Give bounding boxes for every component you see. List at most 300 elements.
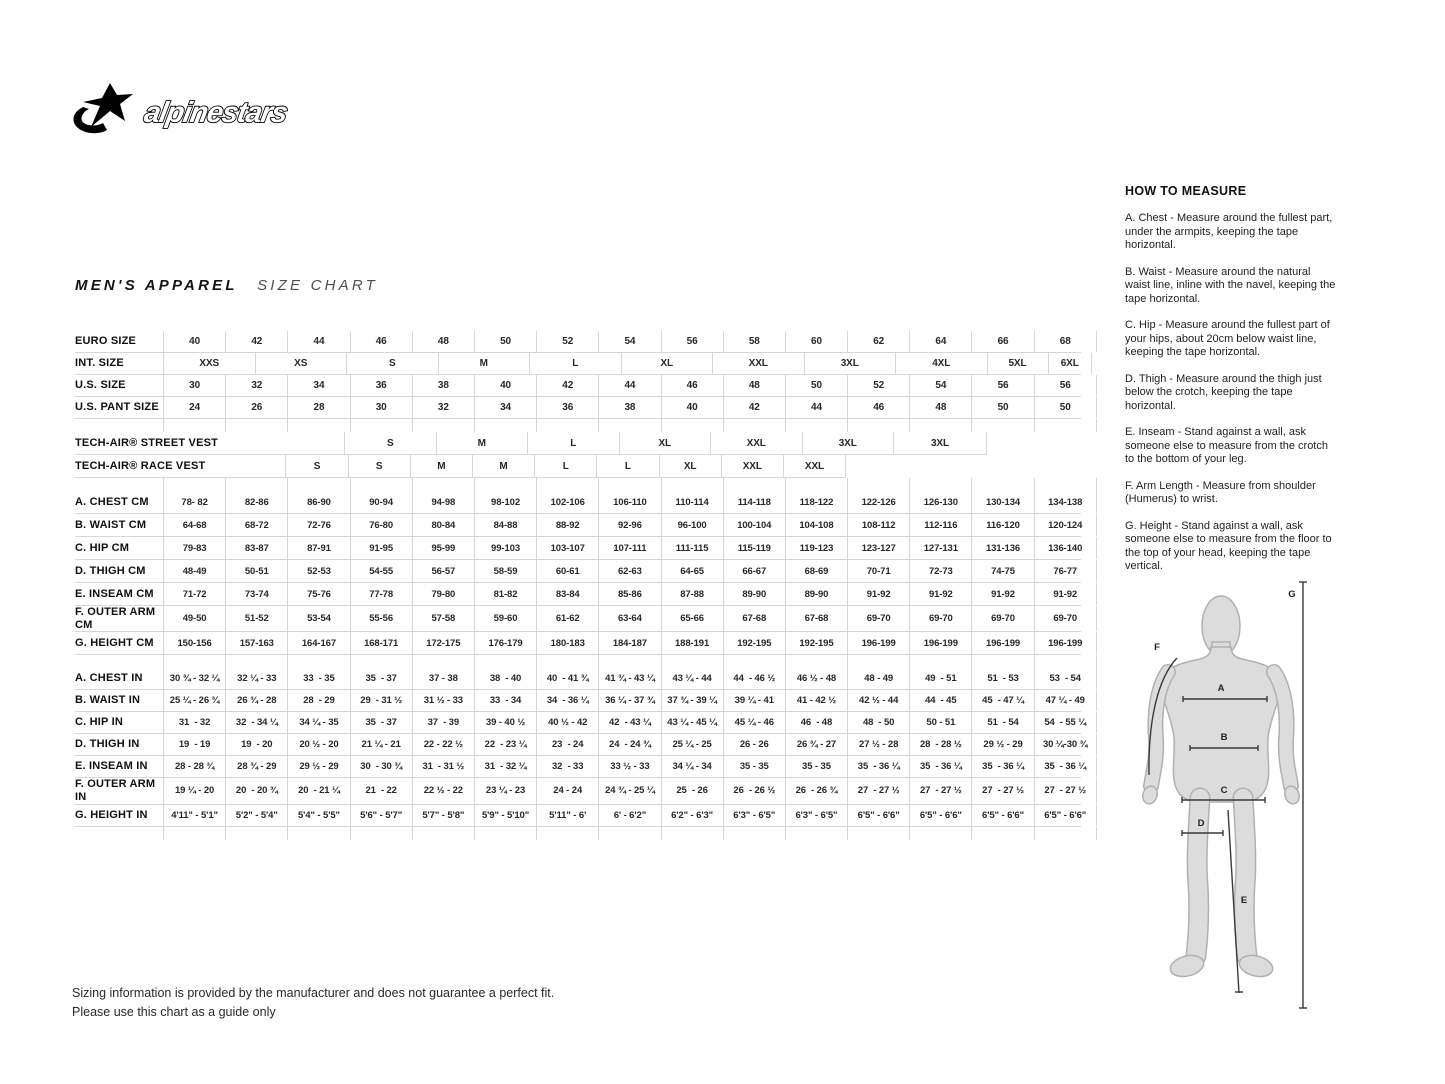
size-cell: 157-163 — [225, 632, 287, 654]
row-label: D. THIGH IN — [75, 738, 140, 751]
size-cell: S — [348, 455, 410, 477]
size-cell: 176-179 — [474, 632, 536, 654]
page-title-secondary: SIZE CHART — [257, 277, 378, 294]
size-cell — [971, 655, 1033, 668]
table-row — [75, 353, 1081, 375]
size-cell: 6' - 6'2" — [598, 805, 660, 826]
measure-instruction-waist: B. Waist - Measure around the natural waist line, inline with the navel, keeping the tape horizontal. — [1125, 265, 1336, 305]
size-cell: 196-199 — [847, 632, 909, 654]
size-table — [75, 331, 1088, 840]
size-cell — [474, 827, 536, 840]
size-cell: 112-116 — [909, 514, 971, 536]
table-row — [75, 606, 1081, 632]
size-cell: 38 — [412, 375, 474, 396]
measure-instruction-chest: A. Chest - Measure around the fullest part, under the armpits, keeping the tape horizontal. — [1125, 212, 1333, 251]
size-cell: 123-127 — [847, 537, 909, 559]
row-label — [75, 827, 163, 840]
size-cell: 22 - 23 ¼ — [474, 734, 536, 755]
page-title-primary: MEN'S APPAREL — [75, 277, 238, 294]
size-cell: 5'2" - 5'4" — [225, 805, 287, 826]
figure-label-chest: A — [1217, 683, 1225, 694]
measure-instruction-inseam: E. Inseam - Stand against a wall, ask someone else to measure from the crotch to the bottom of your leg. — [1125, 426, 1328, 465]
size-cell: 72-73 — [909, 560, 971, 582]
size-cell: L — [527, 432, 619, 454]
size-cell: XXL — [721, 455, 783, 477]
table-row — [75, 778, 1087, 804]
size-cell — [412, 827, 474, 840]
size-cell — [412, 419, 474, 432]
row-label: INT. SIZE — [75, 357, 124, 370]
size-cell: M — [472, 455, 534, 477]
size-cell: 3XL — [802, 432, 894, 454]
size-cell: 26 - 26 ½ — [723, 778, 785, 803]
table-spacer-row — [75, 478, 1081, 491]
size-cell — [1034, 478, 1097, 491]
size-cell — [598, 655, 660, 668]
size-cell — [723, 827, 785, 840]
size-cell: 91-92 — [971, 583, 1033, 605]
size-cell: 131-136 — [971, 537, 1033, 559]
size-cell: 20 - 20 ¾ — [225, 778, 287, 803]
size-cell: 33 ½ - 33 — [598, 756, 660, 777]
size-cell: 48 — [909, 397, 971, 418]
size-cell: 110-114 — [661, 491, 723, 513]
size-cell: 66-67 — [723, 560, 785, 582]
size-cell: 5'11" - 6' — [536, 805, 598, 826]
size-cell: 5'6" - 5'7" — [350, 805, 412, 826]
size-cell: 61-62 — [536, 606, 598, 631]
size-cell: M — [436, 432, 528, 454]
size-cell — [225, 478, 287, 491]
size-cell: 50 — [474, 331, 536, 352]
size-cell: 27 - 27 ½ — [847, 778, 909, 803]
size-cell: 5'9" - 5'10" — [474, 805, 536, 826]
size-cell: 77-78 — [350, 583, 412, 605]
size-cell: 35 - 36 ¼ — [1034, 756, 1097, 777]
size-cell: 29 - 31 ½ — [350, 690, 412, 711]
size-cell — [163, 655, 225, 668]
size-cell: 107-111 — [598, 537, 660, 559]
size-cell: 26 - 26 — [723, 734, 785, 755]
size-cell: 50 — [785, 375, 847, 396]
row-label: B. WAIST CM — [75, 518, 147, 531]
size-cell: 63-64 — [598, 606, 660, 631]
size-cell: 6'5" - 6'6" — [847, 805, 909, 826]
size-cell: 65-66 — [661, 606, 723, 631]
size-cell: 62-63 — [598, 560, 660, 582]
size-cell — [785, 655, 847, 668]
size-cell: 90-94 — [350, 491, 412, 513]
size-cell: 25 ¼ - 26 ¾ — [163, 690, 225, 711]
size-cell: 78- 82 — [163, 491, 225, 513]
size-cell: 46 ½ - 48 — [785, 668, 847, 689]
size-cell: 116-120 — [971, 514, 1033, 536]
size-cell: 71-72 — [163, 583, 225, 605]
size-cell: 37 - 38 — [412, 668, 474, 689]
size-cell: 76-77 — [1034, 560, 1097, 582]
size-cell — [536, 655, 598, 668]
size-cell: 6'5" - 6'6" — [909, 805, 971, 826]
table-row — [75, 455, 1081, 478]
size-cell: 180-183 — [536, 632, 598, 654]
size-cell: 111-115 — [661, 537, 723, 559]
how-to-measure-heading: HOW TO MEASURE — [1125, 184, 1247, 198]
size-cell: 25 - 26 — [661, 778, 723, 803]
size-cell: 54 - 55 ¼ — [1034, 712, 1097, 733]
table-row — [75, 491, 1081, 514]
size-cell: 5XL — [987, 353, 1048, 374]
size-cell: 85-86 — [598, 583, 660, 605]
size-cell: 122-126 — [847, 491, 909, 513]
size-cell: 35 - 35 — [785, 756, 847, 777]
row-label: U.S. PANT SIZE — [75, 401, 159, 414]
size-cell: 37 - 39 — [412, 712, 474, 733]
alpinestars-logo-icon — [72, 82, 324, 140]
size-cell: 52 — [536, 331, 598, 352]
row-label: C. HIP IN — [75, 716, 124, 729]
size-cell — [163, 419, 225, 432]
size-cell: 34 — [474, 397, 536, 418]
disclaimer — [72, 984, 554, 1022]
size-cell: 108-112 — [847, 514, 909, 536]
size-cell: 56 — [971, 375, 1033, 396]
size-cell: 168-171 — [350, 632, 412, 654]
size-cell: 44 — [598, 375, 660, 396]
disclaimer-line-2: Please use this chart as a guide only — [72, 1005, 276, 1019]
size-cell: 84-88 — [474, 514, 536, 536]
size-cell: XL — [659, 455, 721, 477]
size-cell: 46 - 48 — [785, 712, 847, 733]
row-label: E. INSEAM CM — [75, 587, 154, 600]
size-cell: 32 — [225, 375, 287, 396]
row-label: F. OUTER ARM CM — [75, 606, 156, 631]
size-cell: 4XL — [895, 353, 987, 374]
table-row — [75, 712, 1087, 734]
size-cell — [163, 827, 225, 840]
size-cell: 56 — [1034, 375, 1097, 396]
row-label: U.S. SIZE — [75, 379, 126, 392]
row-label — [75, 655, 163, 668]
size-cell: 69-70 — [847, 606, 909, 631]
size-cell: 55-56 — [350, 606, 412, 631]
size-cell: 19 - 19 — [163, 734, 225, 755]
figure-label-arm: F — [1154, 642, 1160, 653]
size-cell: 134-138 — [1034, 491, 1097, 513]
size-cell: 82-86 — [225, 491, 287, 513]
size-cell: 23 ¼ - 23 — [474, 778, 536, 803]
size-cell — [474, 655, 536, 668]
row-label: E. INSEAM IN — [75, 760, 148, 773]
table-row — [75, 397, 1081, 419]
size-cell: 20 ½ - 20 — [287, 734, 349, 755]
size-cell: 54-55 — [350, 560, 412, 582]
size-cell: 68-72 — [225, 514, 287, 536]
size-cell: 26 - 26 ¾ — [785, 778, 847, 803]
size-cell — [287, 655, 349, 668]
size-cell: 32 ¼ - 33 — [225, 668, 287, 689]
size-cell: 34 - 36 ¼ — [536, 690, 598, 711]
size-cell: 32 — [412, 397, 474, 418]
size-cell — [350, 478, 412, 491]
size-cell — [785, 827, 847, 840]
size-cell: 6'3" - 6'5" — [723, 805, 785, 826]
size-cell: 59-60 — [474, 606, 536, 631]
size-cell: 44 - 45 — [909, 690, 971, 711]
size-cell: 88-92 — [536, 514, 598, 536]
table-row — [75, 734, 1088, 756]
size-cell: XL — [621, 353, 713, 374]
size-cell: 43 ¼ - 45 ¼ — [661, 712, 723, 733]
size-cell: 45 ¼ - 46 — [723, 712, 785, 733]
size-cell: 23 - 24 — [536, 734, 598, 755]
size-cell: 22 ½ - 22 — [412, 778, 474, 803]
size-cell: 6'2" - 6'3" — [661, 805, 723, 826]
measure-instruction-thigh: D. Thigh - Measure around the thigh just below the crotch, keeping the tape horizontal. — [1125, 372, 1322, 412]
size-cell: 196-199 — [971, 632, 1033, 654]
size-cell: 42 - 43 ¼ — [598, 712, 660, 733]
size-cell: 5'4" - 5'5" — [287, 805, 349, 826]
table-spacer-row — [75, 655, 1081, 668]
size-cell: 87-88 — [661, 583, 723, 605]
size-cell — [287, 419, 349, 432]
size-cell: 54 — [598, 331, 660, 352]
size-cell: 48 — [723, 375, 785, 396]
size-cell: 120-124 — [1034, 514, 1097, 536]
size-cell — [225, 655, 287, 668]
size-cell: 28 ¾ - 29 — [225, 756, 287, 777]
size-cell: 114-118 — [723, 491, 785, 513]
row-label: TECH-AIR® STREET VEST — [75, 436, 219, 449]
row-label: C. HIP CM — [75, 541, 130, 554]
size-cell: 53 - 54 — [1034, 668, 1097, 689]
row-label: G. HEIGHT CM — [75, 636, 154, 649]
size-cell: 57-58 — [412, 606, 474, 631]
table-row — [75, 756, 1087, 778]
size-cell: 81-82 — [474, 583, 536, 605]
size-cell — [474, 478, 536, 491]
size-cell: 184-187 — [598, 632, 660, 654]
row-label: A. CHEST CM — [75, 495, 149, 508]
size-cell: M — [438, 353, 530, 374]
size-cell: 102-106 — [536, 491, 598, 513]
size-cell: 29 ½ - 29 — [287, 756, 349, 777]
size-cell — [598, 419, 660, 432]
size-cell: 49 - 51 — [909, 668, 971, 689]
measure-instruction-arm: F. Arm Length - Measure from shoulder (Humerus) to wrist. — [1125, 479, 1316, 505]
size-cell: 48 — [412, 331, 474, 352]
size-cell: 91-92 — [1034, 583, 1097, 605]
alpinestars-logo — [72, 82, 324, 145]
size-cell — [1034, 419, 1097, 432]
size-cell — [723, 655, 785, 668]
size-cell: 64-68 — [163, 514, 225, 536]
size-cell: 30 — [163, 375, 225, 396]
size-cell: 87-91 — [287, 537, 349, 559]
size-cell — [971, 478, 1033, 491]
row-label: B. WAIST IN — [75, 694, 141, 707]
size-cell: 98-102 — [474, 491, 536, 513]
table-spacer-row — [75, 419, 1081, 432]
table-row — [75, 432, 1081, 455]
size-cell: 53-54 — [287, 606, 349, 631]
size-cell: 92-96 — [598, 514, 660, 536]
size-cell: 42 — [536, 375, 598, 396]
size-cell: 34 ¼ - 34 — [661, 756, 723, 777]
measurement-figure — [1140, 570, 1440, 1025]
size-cell: 80-84 — [412, 514, 474, 536]
size-cell: 94-98 — [412, 491, 474, 513]
size-cell: 100-104 — [723, 514, 785, 536]
size-cell: XXS — [163, 353, 255, 374]
size-cell: 45 - 47 ¼ — [971, 690, 1033, 711]
size-cell: 192-195 — [723, 632, 785, 654]
figure-label-inseam: E — [1240, 895, 1248, 906]
size-cell: 43 ¼ - 44 — [661, 668, 723, 689]
row-label: A. CHEST IN — [75, 672, 143, 685]
size-cell: 51-52 — [225, 606, 287, 631]
size-cell: S — [344, 432, 436, 454]
size-cell: 74-75 — [971, 560, 1033, 582]
size-cell: 91-95 — [350, 537, 412, 559]
size-cell: 28 - 29 — [287, 690, 349, 711]
size-cell: 44 — [287, 331, 349, 352]
size-cell: 24 - 24 — [536, 778, 598, 803]
size-cell: 50-51 — [225, 560, 287, 582]
size-cell: 27 - 27 ½ — [1034, 778, 1097, 803]
size-cell: 60 — [785, 331, 847, 352]
size-cell — [723, 478, 785, 491]
size-cell: 72-76 — [287, 514, 349, 536]
how-to-measure-section — [1125, 184, 1338, 587]
size-cell: 32 - 34 ¼ — [225, 712, 287, 733]
size-cell: 196-199 — [1034, 632, 1097, 654]
size-cell: 56-57 — [412, 560, 474, 582]
size-cell — [287, 827, 349, 840]
size-cell — [350, 419, 412, 432]
size-cell: 56 — [661, 331, 723, 352]
table-row — [75, 668, 1081, 690]
size-cell: 30 - 30 ¾ — [350, 756, 412, 777]
size-cell: 4'11" - 5'1" — [163, 805, 225, 826]
page-title — [75, 277, 378, 294]
size-cell: 21 - 22 — [350, 778, 412, 803]
size-cell: 33 - 35 — [287, 668, 349, 689]
size-cell: L — [529, 353, 621, 374]
size-cell — [1034, 827, 1097, 840]
size-cell — [350, 655, 412, 668]
size-cell: 188-191 — [661, 632, 723, 654]
size-cell: 119-123 — [785, 537, 847, 559]
size-cell: 27 - 27 ½ — [971, 778, 1033, 803]
size-cell: XS — [255, 353, 347, 374]
size-cell — [661, 478, 723, 491]
size-cell: 192-195 — [785, 632, 847, 654]
size-cell: 32 - 33 — [536, 756, 598, 777]
size-cell: 5'7" - 5'8" — [412, 805, 474, 826]
size-cell: 22 - 22 ½ — [412, 734, 474, 755]
table-row — [75, 805, 1087, 827]
size-cell: 62 — [847, 331, 909, 352]
size-cell: 42 ½ - 44 — [847, 690, 909, 711]
measure-instruction-hip: C. Hip - Measure around the fullest part of your hips, about 20cm below waist line, keeping the tape horizontal. — [1125, 319, 1330, 358]
size-cell: 35 - 37 — [350, 668, 412, 689]
size-cell: 48-49 — [163, 560, 225, 582]
size-cell: 31 ½ - 33 — [412, 690, 474, 711]
size-cell: 38 - 40 — [474, 668, 536, 689]
body-diagram — [1140, 570, 1440, 1020]
row-label: D. THIGH CM — [75, 564, 146, 577]
size-cell: 28 - 28 ½ — [909, 734, 971, 755]
size-cell: 29 ½ - 29 — [971, 734, 1033, 755]
size-cell: 118-122 — [785, 491, 847, 513]
size-cell: 20 - 21 ¼ — [287, 778, 349, 803]
size-cell: 38 — [598, 397, 660, 418]
size-cell: 36 — [350, 375, 412, 396]
size-cell: 95-99 — [412, 537, 474, 559]
size-cell — [909, 655, 971, 668]
table-row — [75, 537, 1081, 560]
size-cell: 6'5" - 6'6" — [1034, 805, 1097, 826]
alpinestars-wordmark: alpinestars — [141, 97, 290, 129]
row-label: TECH-AIR® RACE VEST — [75, 459, 206, 472]
size-cell: 36 — [536, 397, 598, 418]
size-cell: 19 ¼ - 20 — [163, 778, 225, 803]
size-cell: 34 ¼ - 35 — [287, 712, 349, 733]
size-cell — [847, 419, 909, 432]
size-cell: 104-108 — [785, 514, 847, 536]
figure-label-hip: C — [1220, 785, 1228, 796]
size-cell: 66 — [971, 331, 1033, 352]
size-cell: XXL — [710, 432, 802, 454]
row-label — [75, 478, 163, 491]
size-cell — [287, 478, 349, 491]
size-cell: 26 — [225, 397, 287, 418]
size-cell: 37 ¾ - 39 ¼ — [661, 690, 723, 711]
size-cell: 54 — [909, 375, 971, 396]
size-cell: 40 - 41 ¾ — [536, 668, 598, 689]
size-cell — [847, 827, 909, 840]
size-cell: 27 ½ - 28 — [847, 734, 909, 755]
size-cell — [971, 419, 1033, 432]
size-cell — [163, 478, 225, 491]
size-cell: 136-140 — [1034, 537, 1097, 559]
size-cell: 21 ¼ - 21 — [350, 734, 412, 755]
table-row — [75, 583, 1081, 606]
size-cell: 73-74 — [225, 583, 287, 605]
size-cell: 130-134 — [971, 491, 1033, 513]
size-cell: 58-59 — [474, 560, 536, 582]
size-cell: 28 - 28 ¾ — [163, 756, 225, 777]
size-cell: 76-80 — [350, 514, 412, 536]
size-cell: 46 — [847, 397, 909, 418]
size-cell — [909, 419, 971, 432]
table-row — [75, 560, 1081, 583]
size-cell: 46 — [661, 375, 723, 396]
size-cell: 3XL — [893, 432, 987, 454]
size-cell: 40 ½ - 42 — [536, 712, 598, 733]
size-cell: 40 — [474, 375, 536, 396]
size-cell — [909, 827, 971, 840]
size-cell: 40 — [163, 331, 225, 352]
size-cell — [412, 655, 474, 668]
size-cell: 75-76 — [287, 583, 349, 605]
size-cell: 35 - 37 — [350, 712, 412, 733]
table-row — [75, 331, 1081, 353]
size-cell: 30 — [350, 397, 412, 418]
size-cell — [661, 419, 723, 432]
size-cell: 26 ¾ - 27 — [785, 734, 847, 755]
size-cell: 48 - 49 — [847, 668, 909, 689]
